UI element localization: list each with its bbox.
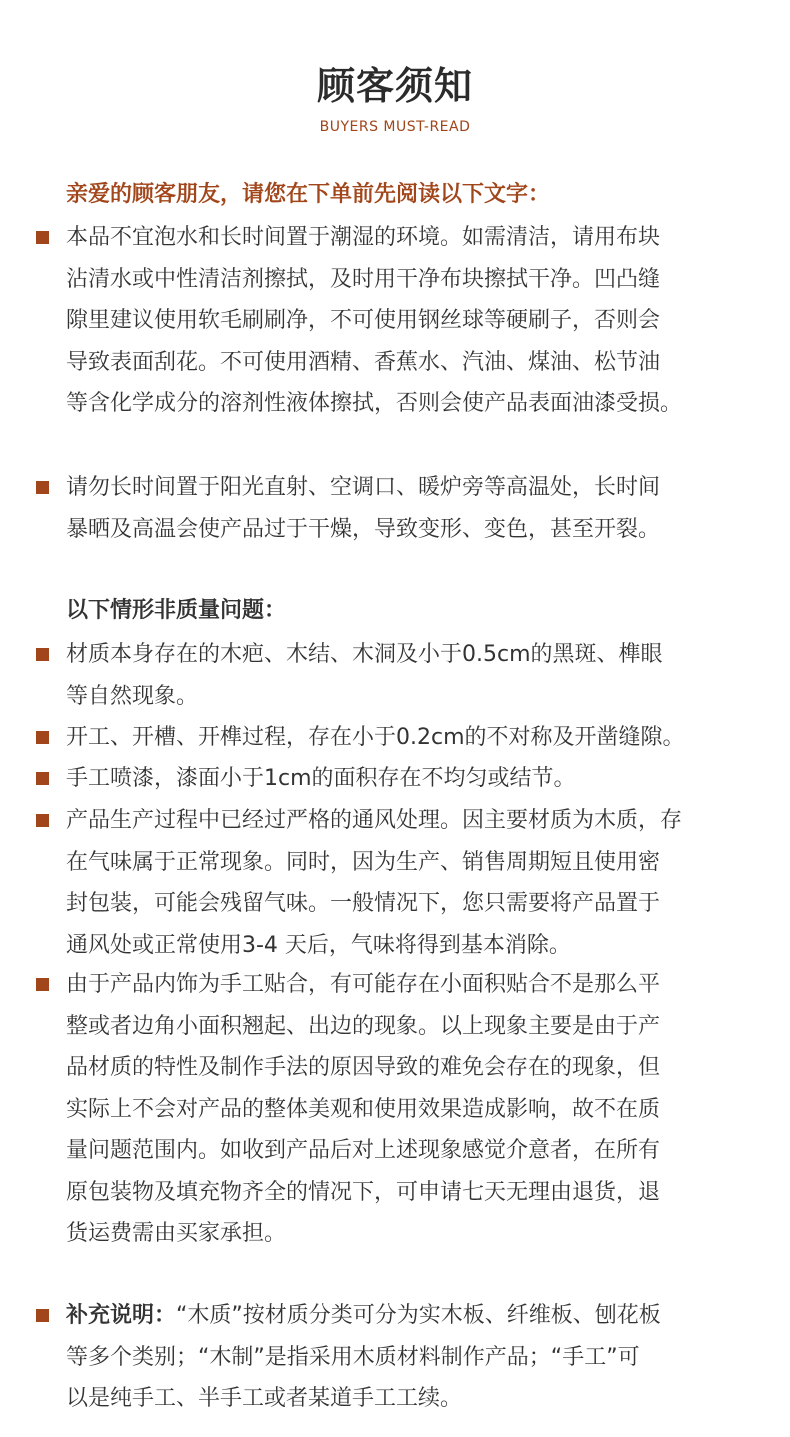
non-quality-item-natural-marks [66,634,746,717]
non-quality-heading: 以下情形非质量问题： [66,598,287,623]
bullet-square-icon [36,648,49,661]
text-line: 由于产品内饰为手工贴合，有可能存在小面积贴合不是那么平 [66,972,661,997]
text-line: 以是纯手工、半手工或者某道手工工续。 [66,1386,463,1411]
text-line: 等自然现象。 [66,683,199,709]
text-line: 封包装，可能会残留气味。一般情况下，您只需要将产品置于 [66,891,661,916]
text-line: 等含化学成分的溶剂性液体擦拭，否则会使产品表面油漆受损。 [66,391,683,416]
page-subtitle: BUYERS MUST-READ [319,119,471,135]
text-line: 产品生产过程中已经过严格的通风处理。因主要材质为木质，存 [66,808,683,833]
text-line: 开工、开槽、开榫过程，存在小于0.2cm的不对称及开凿缝隙。 [66,725,685,750]
bullet-square-icon [36,231,49,244]
text-line: 导致表面刮花。不可使用酒精、香蕉水、汽油、煤油、松节油 [66,349,661,375]
non-quality-item-paint [66,758,746,800]
text-line: 原包装物及填充物齐全的情况下，可申请七天无理由退货，退 [66,1179,661,1205]
non-quality-item-odor [66,800,746,966]
text-line: “木质”按材质分类可分为实木板、纤维板、刨花板 [176,1303,661,1328]
text-line: 实际上不会对产品的整体美观和使用效果造成影响，故不在质 [66,1096,661,1122]
care-item-heat [66,467,746,550]
text-line: 整或者边角小面积翘起、出边的现象。以上现象主要是由于产 [66,1013,661,1039]
text-line: 暴晒及高温会使产品过于干燥，导致变形、变色，甚至开裂。 [66,516,661,542]
text-line: 品材质的特性及制作手法的原因导致的难免会存在的现象，但 [66,1055,661,1080]
non-quality-item-gaps [66,717,746,759]
text-line: 材质本身存在的木疤、木结、木洞及小于0.5cm的黑斑、榫眼 [66,642,663,667]
page-title: 顾客须知 [316,64,473,108]
supplement-label: 补充说明： [66,1303,177,1328]
text-line: 货运费需由买家承担。 [66,1221,287,1246]
bullet-square-icon [36,814,49,827]
text-line: 请勿长时间置于阳光直射、空调口、暖炉旁等高温处，长时间 [66,475,661,500]
text-line: 手工喷漆，漆面小于1cm的面积存在不均匀或结节。 [66,766,576,791]
bullet-square-icon [36,1309,49,1322]
care-item-cleaning [66,217,746,425]
text-line: 沾清水或中性清洁剂擦拭，及时用干净布块擦拭干净。凹凸缝 [66,266,661,292]
text-line: 隙里建议使用软毛刷刷净，不可使用钢丝球等硬刷子，否则会 [66,308,661,333]
supplement-note [66,1295,746,1420]
intro-text: 亲爱的顾客朋友，请您在下单前先阅读以下文字： [66,182,551,207]
supplement-first-line [66,1295,746,1337]
text-line: 等多个类别；“木制”是指采用木质材料制作产品；“手工”可 [66,1344,640,1370]
text-line: 本品不宜泡水和长时间置于潮湿的环境。如需清洁，请用布块 [66,225,661,250]
non-quality-item-handmade-lining [66,964,746,1255]
bullet-square-icon [36,978,49,991]
text-line: 量问题范围内。如收到产品后对上述现象感觉介意者，在所有 [66,1138,661,1163]
text-line: 通风处或正常使用3-4 天后，气味将得到基本消除。 [66,932,571,958]
text-line: 在气味属于正常现象。同时，因为生产、销售周期短且使用密 [66,849,661,875]
bullet-square-icon [36,772,49,785]
bullet-square-icon [36,731,49,744]
bullet-square-icon [36,481,49,494]
